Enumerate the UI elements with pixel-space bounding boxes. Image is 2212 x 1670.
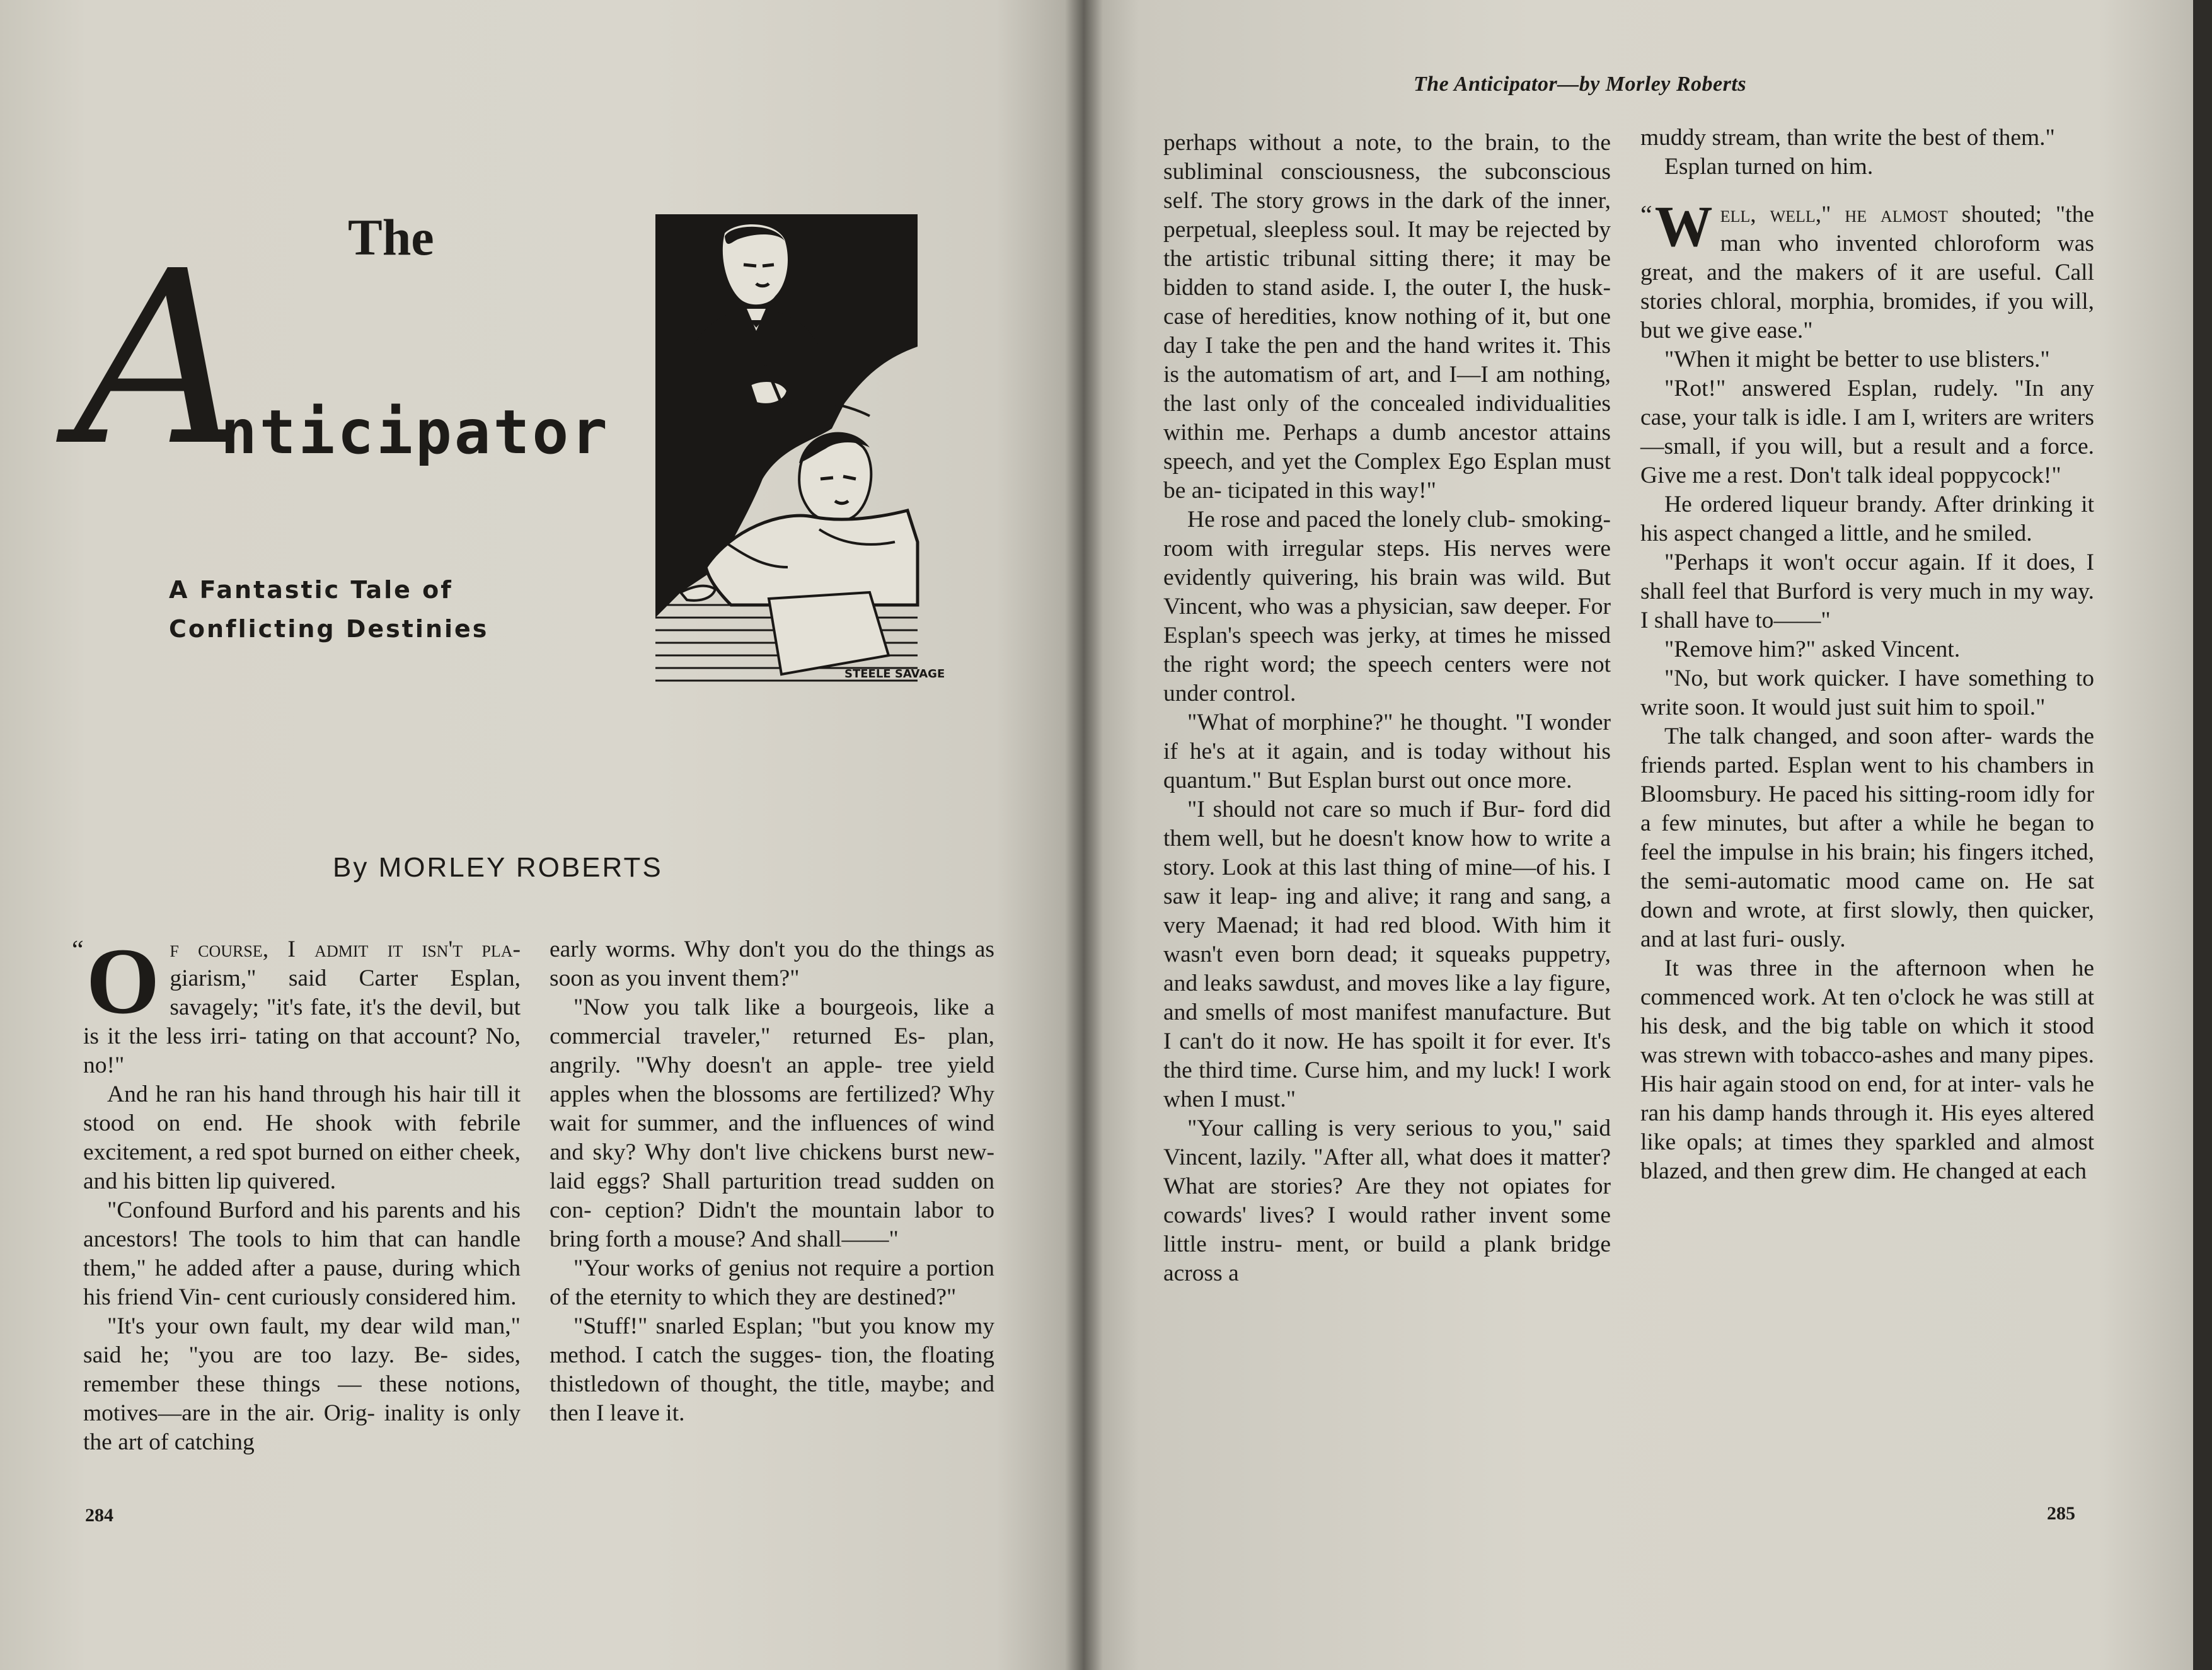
paragraph: "Remove him?" asked Vincent. [1664, 636, 1961, 662]
right-page [1083, 0, 2212, 1670]
paragraph: He ordered liqueur brandy. After drinking it his aspect changed a little, and he smiled. [1640, 492, 2094, 546]
paragraph: “ O f course, I admit it isn't pla- giarism," said Carter Esplan, savagely; "it's fate, it's the devil, but is it the less irri- tating on that account? No, no!" [72, 929, 521, 1078]
page-number: 285 [2047, 1503, 2075, 1524]
paragraph: early worms. Why don't you do the things as soon as you invent them?" [550, 936, 994, 991]
paragraph: Esplan turned on him. [1664, 154, 1874, 180]
paragraph: He rose and paced the lonely club- smoking-room with irregular steps. His nerves were evidently quivering, his brain was wild. But Vincent, who was a physician, saw deeper. For Esplan's speech was jerky, at times he missed the right word; the speech centers were not under control. [1163, 507, 1611, 706]
paragraph: And he ran his hand through his hair till it stood on end. He shook with febrile excitement, a red spot burned on either cheek, and his bitten lip quivered. [83, 1081, 521, 1194]
paragraph: It was three in the afternoon when he commenced work. At ten o'clock he was still at his desk, and the big table on which it stood was strewn with tobacco-ashes and many pipes. His hair again stood on end, for at inter- vals he ran his damp hands through it. His eyes altered like opals; at times they sparkled and almost blazed, and then grew dim. He changed at each [1640, 955, 2094, 1184]
paragraph: "Rot!" answered Esplan, rudely. "In any case, your talk is idle. I am I, writers are writers—small, if you will, but a result and a force. Give me a rest. Don't talk ideal poppycock!" [1640, 376, 2094, 488]
left-column-2 [550, 935, 994, 1428]
page-number: 284 [85, 1505, 113, 1526]
right-column-2 [1640, 124, 2094, 1186]
byline: By MORLEY ROBERTS [333, 852, 663, 883]
title-the: The [348, 209, 434, 266]
paragraph: "Stuff!" snarled Esplan; "but you know my method. I catch the sugges- tion, the floating thistledown of thought, the title, maybe; and then I leave it. [550, 1313, 994, 1426]
subtitle-line-1: A Fantastic Tale of [169, 576, 453, 604]
subtitle [169, 570, 488, 648]
left-page [0, 0, 1083, 1670]
gutter-shadow [1065, 0, 1103, 1670]
paragraph: "When it might be better to use blisters." [1664, 347, 2050, 372]
paragraph: The talk changed, and soon after- wards the friends parted. Esplan went to his chambers in Bloomsbury. He paced his sitting-room idly for a few minutes, but after a while he began to feel the impulse in his brain; his fingers itched, the semi-automatic mood came on. He sat down and wrote, at first slowly, then quicker, and at last furi- ously. [1640, 723, 2094, 952]
paragraph: perhaps without a note, to the brain, to the subliminal consciousness, the subconscious self. The story grows in the dark of the inner, perpetual, sleepless soul. It may be rejected by the artistic tribunal sitting there; it may be bidden to stand aside. I, the outer I, the husk-case of heredities, know nothing of it, but one day I take the pen and the hand writes it. This is the automatism of art, and I—I am nothing, the last only of the concealed individualities within me. Perhaps a dumb ancestor attains speech, and yet the Complex Ego Esplan must be an- ticipated in this way!" [1163, 130, 1611, 504]
subtitle-line-2: Conflicting Destinies [169, 615, 489, 643]
paragraph: "It's your own fault, my dear wild man," said he; "you are too lazy. Be- sides, remember these things — these notions, motives—are in the air. Orig- inality is only the art of catching [83, 1313, 521, 1455]
paragraph: "I should not care so much if Bur- ford did them well, but he doesn't know how to write a story. Look at this last thing of mine—of his. I saw it leap- ing and alive; it rang and sang, a very Maenad; it had red blood. With him it wasn't even born dead; it squeaks puppetry, and leaks sawdust, and moves like a lay figure, and smells of most manifest manufacture. But I can't do it now. He has spoilt it for ever. It's the third time. Curse him, and my luck! I work when I must." [1163, 797, 1611, 1112]
illustration-signature: STEELE SAVAGE [844, 667, 945, 681]
paragraph: "What of morphine?" he thought. "I wonder if he's at it again, and is today without his quantum." But Esplan burst out once more. [1163, 710, 1611, 793]
page-edge [2193, 0, 2212, 1670]
paragraph: "Your works of genius not require a portion of the eternity to which they are destined?" [550, 1255, 994, 1310]
paragraph: "No, but work quicker. I have something to write soon. It would just suit him to spoil." [1640, 665, 2094, 720]
drop-cap: O [86, 929, 160, 1034]
running-head: The Anticipator—by Morley Roberts [1414, 72, 1747, 96]
paragraph: "Now you talk like a bourgeois, like a commercial traveler," returned Es- plan, angrily. "Why doesn't an apple- tree yield apples when the blossoms are fertilized? Why wait for summer, and the influences of wind and sky? Why don't live chickens burst new-laid eggs? Shall parturition tread sudden on con- ception? Didn't the mountain labor to bring forth a mouse? And shall——" [550, 994, 994, 1252]
title-initial: A [74, 219, 248, 498]
paragraph: “ W ell, well," he almost shouted; "the man who invented chloroform was great, and the makers of it are useful. Call stories chloral, morphia, bromides, if you will, but we give ease." [1640, 194, 2094, 343]
right-column-1 [1163, 129, 1611, 1288]
paragraph: muddy stream, than write the best of them." [1640, 125, 2055, 151]
title-rest: nticipator [221, 397, 610, 468]
paragraph: "Perhaps it won't occur again. If it does, I shall feel that Burford is very much in my way. I shall have to——" [1640, 550, 2094, 633]
left-column-1 [72, 929, 521, 1457]
paragraph: "Confound Burford and his parents and his ancestors! The tools to him that can handle them," he added after a pause, during which his friend Vin- cent curiously considered him. [83, 1197, 521, 1310]
drop-cap: W [1654, 194, 1713, 258]
paragraph: "Your calling is very serious to you," said Vincent, lazily. "After all, what does it matter? What are stories? Are they not opiates for cowards' lives? I would rather invent some little instru- ment, or build a plank bridge across a [1163, 1115, 1611, 1286]
story-illustration [655, 214, 945, 688]
